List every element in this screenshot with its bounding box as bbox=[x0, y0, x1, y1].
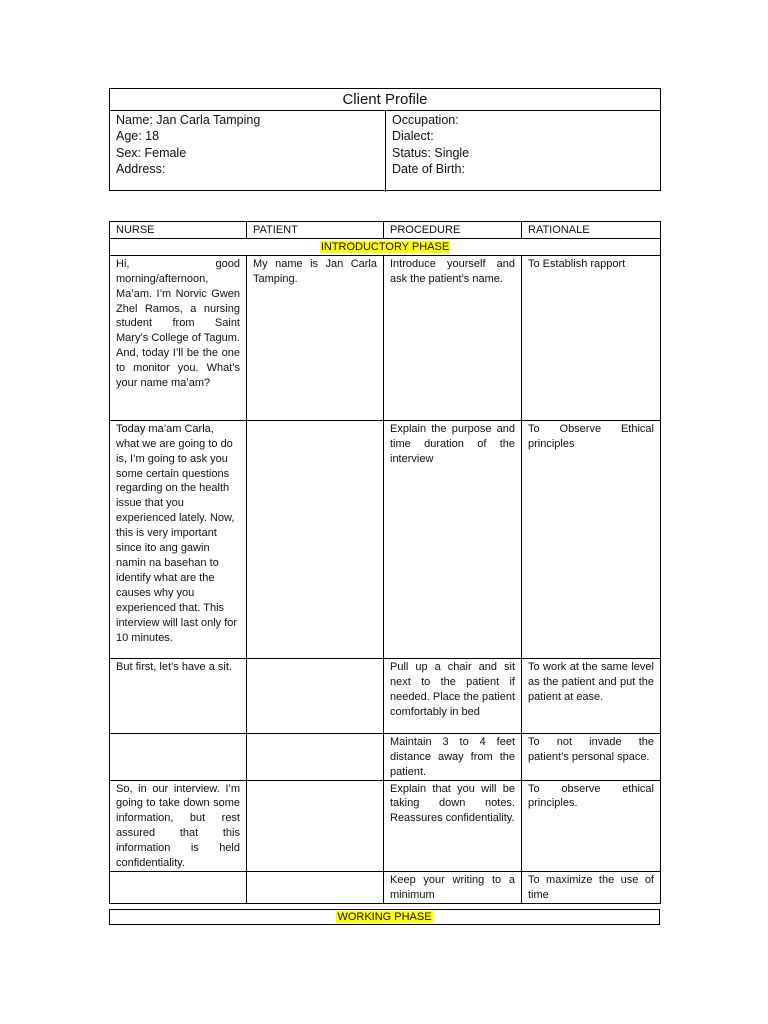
profile-occupation: Occupation: bbox=[392, 113, 459, 127]
procedure-cell: Introduce yourself and ask the patient’s name. bbox=[384, 255, 522, 420]
rationale-cell: To not invade the patient’s personal space. bbox=[522, 733, 661, 780]
procedure-cell: Explain the purpose and time duration of the interview bbox=[384, 420, 522, 658]
rationale-cell: To Establish rapport bbox=[522, 255, 661, 420]
patient-cell bbox=[247, 780, 384, 871]
working-phase-label: WORKING PHASE bbox=[337, 911, 432, 923]
procedure-cell: Maintain 3 to 4 feet distance away from the patient. bbox=[384, 733, 522, 780]
table-row bbox=[110, 871, 661, 903]
introductory-phase-row bbox=[110, 238, 661, 255]
rationale-cell: To work at the same level as the patient and put the patient at ease. bbox=[522, 658, 661, 733]
header-nurse: NURSE bbox=[110, 222, 247, 239]
rationale-cell: To maximize the use of time bbox=[522, 871, 661, 903]
profile-dob: Date of Birth: bbox=[392, 161, 465, 176]
procedure-cell: Keep your writing to a minimum bbox=[384, 871, 522, 903]
procedure-cell: Pull up a chair and sit next to the patient if needed. Place the patient comfortably in bed bbox=[384, 658, 522, 733]
nurse-cell: So, in our interview. I’m going to take down some information, but rest assured that this information is held confidentiality. bbox=[110, 780, 247, 871]
nurse-cell: Hi, good morning/afternoon, Ma’am. I’m Norvic Gwen Zhel Ramos, a nursing student from Saint Mary’s College of Tagum. And, today I’ll be the one to monitor you. What’s your name ma’am? bbox=[110, 255, 247, 420]
table-row bbox=[110, 780, 661, 871]
table-header-row bbox=[110, 222, 661, 239]
procedure-cell: Explain that you will be taking down notes. Reassures confidentiality. bbox=[384, 780, 522, 871]
header-procedure: PROCEDURE bbox=[384, 222, 522, 239]
patient-cell: My name is Jan Carla Tamping. bbox=[247, 255, 384, 420]
header-rationale: RATIONALE bbox=[522, 222, 661, 239]
table-row bbox=[110, 733, 661, 780]
profile-right-column bbox=[386, 111, 660, 192]
patient-cell bbox=[247, 871, 384, 903]
working-phase-table bbox=[109, 909, 660, 925]
nurse-cell: Today ma’am Carla, what we are going to do is, I’m going to ask you some certain questions regarding on the health issue that you experienced lately. Now, this is very important since ito ang gawin namin na basehan to identify what are the causes why you experienced that. This interview will last only for 10 minutes. bbox=[110, 420, 247, 658]
introductory-phase-label: INTRODUCTORY PHASE bbox=[320, 240, 450, 253]
profile-dialect: Dialect: bbox=[392, 129, 434, 144]
profile-address: Address: bbox=[116, 161, 166, 176]
rationale-cell: To observe ethical principles. bbox=[522, 780, 661, 871]
rationale-cell: To Observe Ethical principles bbox=[522, 420, 661, 658]
header-patient: PATIENT bbox=[247, 222, 384, 239]
nurse-cell bbox=[110, 871, 247, 903]
process-recording-table bbox=[109, 221, 661, 904]
client-profile-box bbox=[109, 88, 661, 191]
profile-left-column bbox=[110, 111, 386, 192]
patient-cell bbox=[247, 658, 384, 733]
profile-name: Name: Jan Carla Tamping bbox=[116, 113, 261, 127]
table-row bbox=[110, 255, 661, 420]
profile-age: Age: 18 bbox=[116, 129, 160, 144]
nurse-cell: But first, let’s have a sit. bbox=[110, 658, 247, 733]
patient-cell bbox=[247, 420, 384, 658]
working-phase-row bbox=[110, 910, 660, 925]
profile-status: Status: Single bbox=[392, 145, 470, 160]
patient-cell bbox=[247, 733, 384, 780]
client-profile-title: Client Profile bbox=[110, 89, 660, 111]
profile-sex: Sex: Female bbox=[116, 145, 187, 160]
table-row bbox=[110, 658, 661, 733]
nurse-cell bbox=[110, 733, 247, 780]
table-row bbox=[110, 420, 661, 658]
